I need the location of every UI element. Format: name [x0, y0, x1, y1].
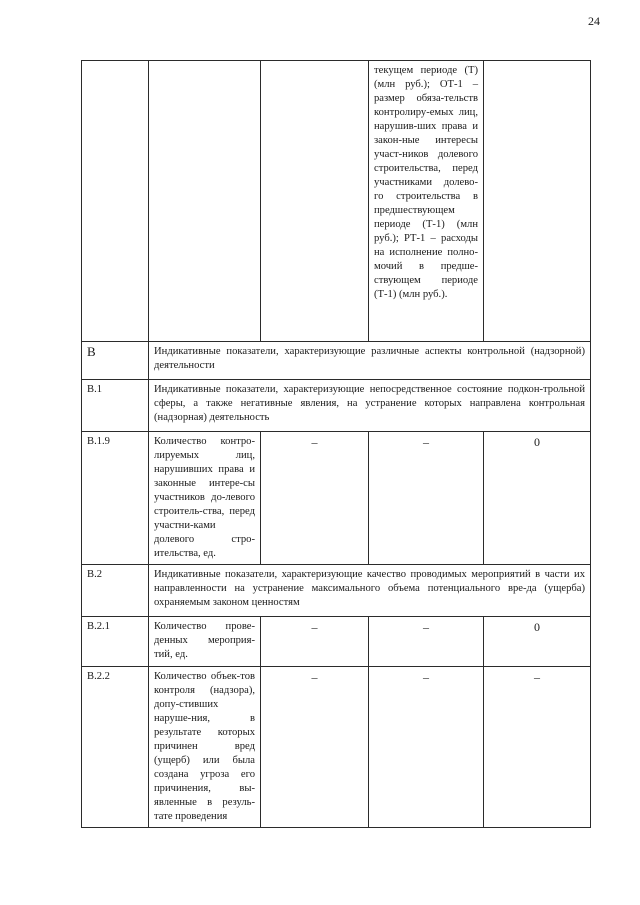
empty-cell: [261, 61, 369, 342]
indicator-name: Количество контро-лируемых лиц, нарушивших права и законные интере-сы участников до-левого строитель-ства, перед участни-ками долевого стро-ительства, ед.: [149, 432, 261, 565]
value-cell: –: [261, 617, 369, 667]
table-row-b21: [82, 617, 591, 667]
value-cell: 0: [484, 432, 591, 565]
value-cell: –: [369, 617, 484, 667]
section-title: Индикативные показатели, характеризующие качество проводимых мероприятий в части их направленности на устранение максимального объема потенциального вре-да (ущерба) охраняемым законом ценностям: [149, 565, 591, 617]
table-row-b19: [82, 432, 591, 565]
section-code: В.1: [82, 380, 149, 432]
empty-cell: [149, 61, 261, 342]
value-cell: –: [261, 432, 369, 565]
section-row-b2: [82, 565, 591, 617]
section-code: В.2: [82, 565, 149, 617]
value-cell: –: [261, 667, 369, 828]
indicator-name: Количество прове-денных мероприя-тий, ед.: [149, 617, 261, 667]
row-code: В.2.2: [82, 667, 149, 828]
indicator-name: Количество объек-тов контроля (надзора), допу-стивших наруше-ния, в результате которых причинен вред (ущерб) или была создана угроза его причинения, вы-явленные в резуль-тате проведения: [149, 667, 261, 828]
value-cell: –: [369, 667, 484, 828]
section-title: Индикативные показатели, характеризующие непосредственное состояние подкон-трольной сферы, а также негативные явления, на устранение которых направлена контрольная (надзорная) деятельность: [149, 380, 591, 432]
continuation-row: [82, 61, 591, 342]
row-code: В.2.1: [82, 617, 149, 667]
empty-cell: [484, 61, 591, 342]
table-row-b22: [82, 667, 591, 828]
section-code: В: [82, 342, 149, 380]
section-title: Индикативные показатели, характеризующие различные аспекты контрольной (надзорной) деятельности: [149, 342, 591, 380]
value-cell: 0: [484, 617, 591, 667]
value-cell: –: [484, 667, 591, 828]
indicators-table: [81, 60, 591, 828]
row-code: В.1.9: [82, 432, 149, 565]
value-cell: –: [369, 432, 484, 565]
formula-description: текущем периоде (Т) (млн руб.); ОТ-1 – размер обяза-тельств контролиру-емых лиц, нарушив-ших права и закон-ные интересы участ-ников долевого строительства, перед участниками долево-го строительства в предшествующем периоде (Т-1) (млн руб.); РТ-1 – расходы на исполнение полно-мочий в предше-ствующем периоде (Т-1) (млн руб.).: [369, 61, 484, 342]
page-number: 24: [588, 14, 600, 28]
section-row-b1: [82, 380, 591, 432]
section-row-b: [82, 342, 591, 380]
empty-cell: [82, 61, 149, 342]
